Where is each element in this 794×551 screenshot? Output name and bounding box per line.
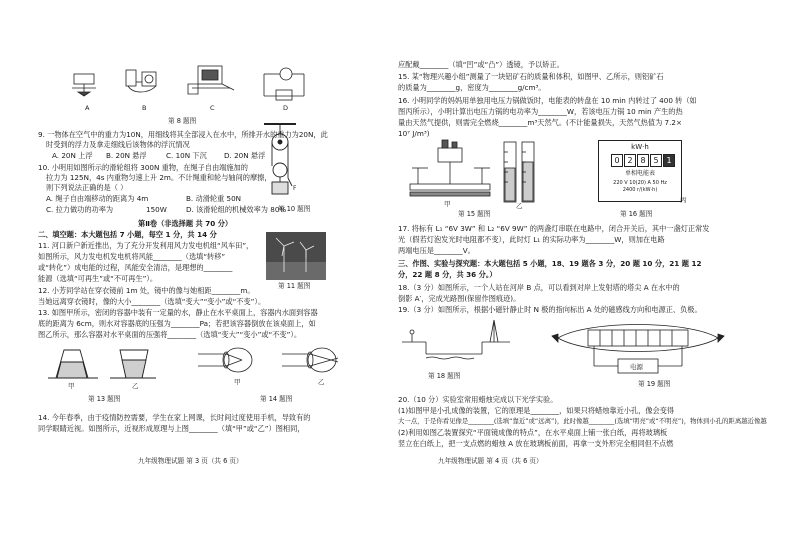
q9-line1: 9. 一物体在空气中的重力为10N，用细线将其全部浸入在水中，所排开水的重力为20N，此	[38, 130, 328, 139]
fig15-label-bing: 丙	[680, 196, 687, 204]
meter-spec-voltage: 220 V 10(20) A 50 Hz	[613, 180, 667, 186]
figure-16-energy-meter	[598, 140, 682, 202]
meter-digit: 0	[611, 154, 623, 167]
page-3	[38, 0, 393, 551]
q10-line2: 拉力为 125N，4s 内重物匀速上升 2m。不计绳重和轮与轴间的摩擦，	[46, 173, 272, 182]
figure-10-pulley	[260, 122, 300, 202]
page4-footer: 九年级物理试题 第 4 页（共 6 页）	[438, 457, 543, 465]
svg-text:F: F	[293, 185, 297, 192]
q10-line1: 10. 小明用如图所示的滑轮组将 300N 重物，在绳子自由端施加的	[38, 163, 248, 172]
meter-unit: kW·h	[631, 143, 649, 151]
meter-display	[611, 154, 675, 167]
figure-14-eye-diagrams	[198, 340, 368, 390]
q16-line2: 图丙所示），小明计算出电压力锅的电功率为________W，若该电压力锅 10 min 产生的热	[398, 107, 683, 116]
fig13-label-jia: 甲	[68, 382, 75, 390]
q12-line1: 12. 小芳同学站在穿衣镜前 1m 处，镜中的像与她相距________m。	[38, 286, 255, 295]
q20-line3: 大一点，于是你看见像是________(选填“靠近”或“远离”)，此时像越________(选填“明亮”或“不明亮”)，物体到小孔的距离越近像越	[398, 417, 767, 425]
section2-heading: 二、填空题：本大题包括 7 小题，每空 1 分，共 14 分	[38, 230, 217, 239]
q16-line1: 16. 小明同学的妈妈用单独用电压力锅做饭时，电能表的转盘在 10 min 内转过了 400 转（如	[398, 96, 697, 105]
meter-spec-revolutions: 2400 r/(kW·h)	[622, 187, 658, 193]
q14-line1: 14. 今年春季，由于疫情防控需要，学生在家上网课，长时间过度使用手机，导致有的	[38, 413, 311, 422]
q14-line2: 同学眼睛近视。如图所示，近视形成原理与上图________（填“甲”或“乙”）图相同，	[38, 424, 305, 433]
fig15-label-jia: 甲	[444, 200, 451, 208]
q11-line1: 11. 河口新户新近推出，为了充分开发利用风力发电机组“风车田”，	[38, 241, 254, 250]
q15-line2: 的质量为________g，密度为________g/cm³。	[398, 83, 546, 92]
figure-19-electromagnet	[548, 316, 738, 376]
fig8-label-b: B	[142, 104, 147, 112]
q10-option-b: B. 动滑轮重 50N	[186, 194, 242, 203]
meter-digit: 5	[650, 154, 662, 167]
fig8-label-a: A	[85, 104, 90, 112]
fig8-label-c: C	[210, 104, 215, 112]
fig11-caption: 第 11 题图	[278, 282, 311, 290]
q10-option-a: A. 绳子自由端移动的距离为 4m	[46, 194, 149, 203]
fig15-caption: 第 15 题图	[458, 210, 491, 218]
fig14-label-jia: 甲	[234, 378, 241, 386]
fig13-label-yi: 乙	[132, 382, 139, 390]
section3-heading-line1: 三、作图、实验与探究题：本大题包括 5 小题，18、19 题各 3 分，20 题 10 分，21 题 12	[398, 259, 702, 268]
q18-line1: 18.（3 分）如图所示，一个人站在河岸 B 点，可以看到对岸上发射塔的塔尖 A 在水中的	[398, 283, 680, 292]
q9-option-b: B. 20N 悬浮	[106, 151, 147, 160]
q15-line1: 15. 某“物理兴趣小组”测量了一块铝矿石的质量和体积，如图甲、乙所示，则铝矿石	[398, 72, 664, 81]
q9-option-d: D. 20N 悬浮	[224, 151, 266, 160]
q20-line2: (1)如图甲是小孔成像的装置，它的原理是________，如果只将蜡烛靠近小孔，像会变得	[398, 406, 675, 415]
q11-line3: 或“转化”）成电能的过程，风能安全清洁，是理想的________	[38, 263, 233, 272]
fig14-label-yi: 乙	[318, 378, 325, 386]
meter-title: 单相电能表	[624, 170, 655, 177]
q11-line4: 能源（选填“可再生”或“不可再生”）。	[38, 274, 158, 283]
section3-heading-line2: 分，22 题 8 分，共 36 分。）	[398, 270, 497, 279]
q12-line2: 当她远离穿衣镜时，像的大小________（选填“变大”“变小”或“不变”）。	[38, 297, 266, 306]
figure-18-river	[402, 318, 512, 368]
fig8-label-d: D	[283, 104, 289, 112]
q10-line3: 则下列说法正确的是（ ）	[46, 183, 128, 192]
page-4	[398, 0, 786, 551]
figure-15-balance-cylinder	[408, 138, 538, 208]
fig16-caption: 第 16 题图	[620, 210, 653, 218]
q20-line1: 20.（10 分）实验室常用蜡烛完成以下光学实验。	[398, 395, 558, 404]
q14-line3: 应配戴________（填“凹”或“凸”）透镜，予以矫正。	[398, 60, 564, 69]
fig19-power-label: 电源	[630, 363, 643, 371]
q17-line3: 两端电压是________V。	[398, 246, 475, 255]
q17-line1: 17. 将标有 L₁ “6V 3W” 和 L₂ “6V 9W” 的两盏灯串联在电路中，闭合开关后，其中一盏灯正常发	[398, 224, 710, 233]
figure-11-wind-farm	[266, 232, 326, 280]
q13-line3: 图乙所示，那么容器对水平桌面的压强将________（选填“变大”“变小”或“不变”）。	[38, 330, 302, 339]
fig13-caption: 第 13 题图	[88, 395, 121, 403]
meter-digit: 1	[663, 154, 675, 167]
fig8-caption: 第 8 题图	[168, 117, 197, 125]
figure-8-apparatus	[68, 60, 328, 115]
q11-line2: 如图所示，风力发电机发电机将风能________（选填“转移”	[38, 252, 226, 261]
fig14-caption: 第 14 题图	[260, 395, 293, 403]
part2-title: 第Ⅱ卷（非选择题 共 70 分）	[138, 219, 233, 228]
fig18-caption: 第 18 题图	[428, 372, 461, 380]
fig10-caption: 第 10 题图	[278, 205, 311, 213]
q19-line1: 19.（3 分）如图所示，根据小磁针静止时 N 极的指向标出 A 处的磁感线方向和电源正、负极。	[398, 305, 702, 314]
fig19-caption: 第 19 题图	[638, 380, 671, 388]
q13-line1: 13. 如图甲所示，密闭的容器中装有一定量的水，静止在水平桌面上，容器内水面到容器	[38, 308, 318, 317]
page3-footer: 九年级物理试题 第 3 页（共 6 页）	[138, 457, 243, 465]
q10-option-c: C. 拉力做功的功率为	[46, 205, 114, 214]
q17-line2: 光（假若灯泡发光时电阻都不变），此时灯 L₁ 的实际功率为________W，则加在电路	[398, 235, 665, 244]
q18-line2: 倒影 A′，完成光路图(保留作图痕迹)。	[398, 294, 521, 303]
q9-option-a: A. 20N 上浮	[52, 151, 93, 160]
q20-line5: 竖立在白纸上，把一支点燃的蜡烛 A 放在玻璃板前面，再拿一支外形完全相同但不点燃	[398, 439, 674, 448]
q10-option-c-value: 150W	[146, 205, 167, 214]
meter-digit: 2	[624, 154, 636, 167]
q9-option-c: C. 10N 下沉	[166, 151, 207, 160]
q16-line3: 量由天然气提供，则需完全燃烧________m³天然气。(不计能量损失，天然气热值为 7.2×	[398, 118, 682, 127]
q10-option-d: D. 该滑轮组的机械效率为 80%	[186, 205, 287, 214]
fig15-label-yi: 乙	[516, 202, 523, 210]
figure-13-containers	[48, 342, 158, 392]
meter-digit: 8	[637, 154, 649, 167]
q20-line4: (2)利用如图乙装置探究“平面镜成像的特点”，在水平桌面上铺一张白纸，再将玻璃板	[398, 428, 668, 437]
q13-line2: 底的距离为 6cm，则水对容器底的压强为________Pa；若把该容器倒放在该桌面上，如	[38, 319, 316, 328]
q9-line2: 时受到的浮力及拿走细线后该物体的浮沉情况	[46, 140, 190, 149]
q16-line4: 10⁷ J/m³)	[398, 129, 430, 138]
